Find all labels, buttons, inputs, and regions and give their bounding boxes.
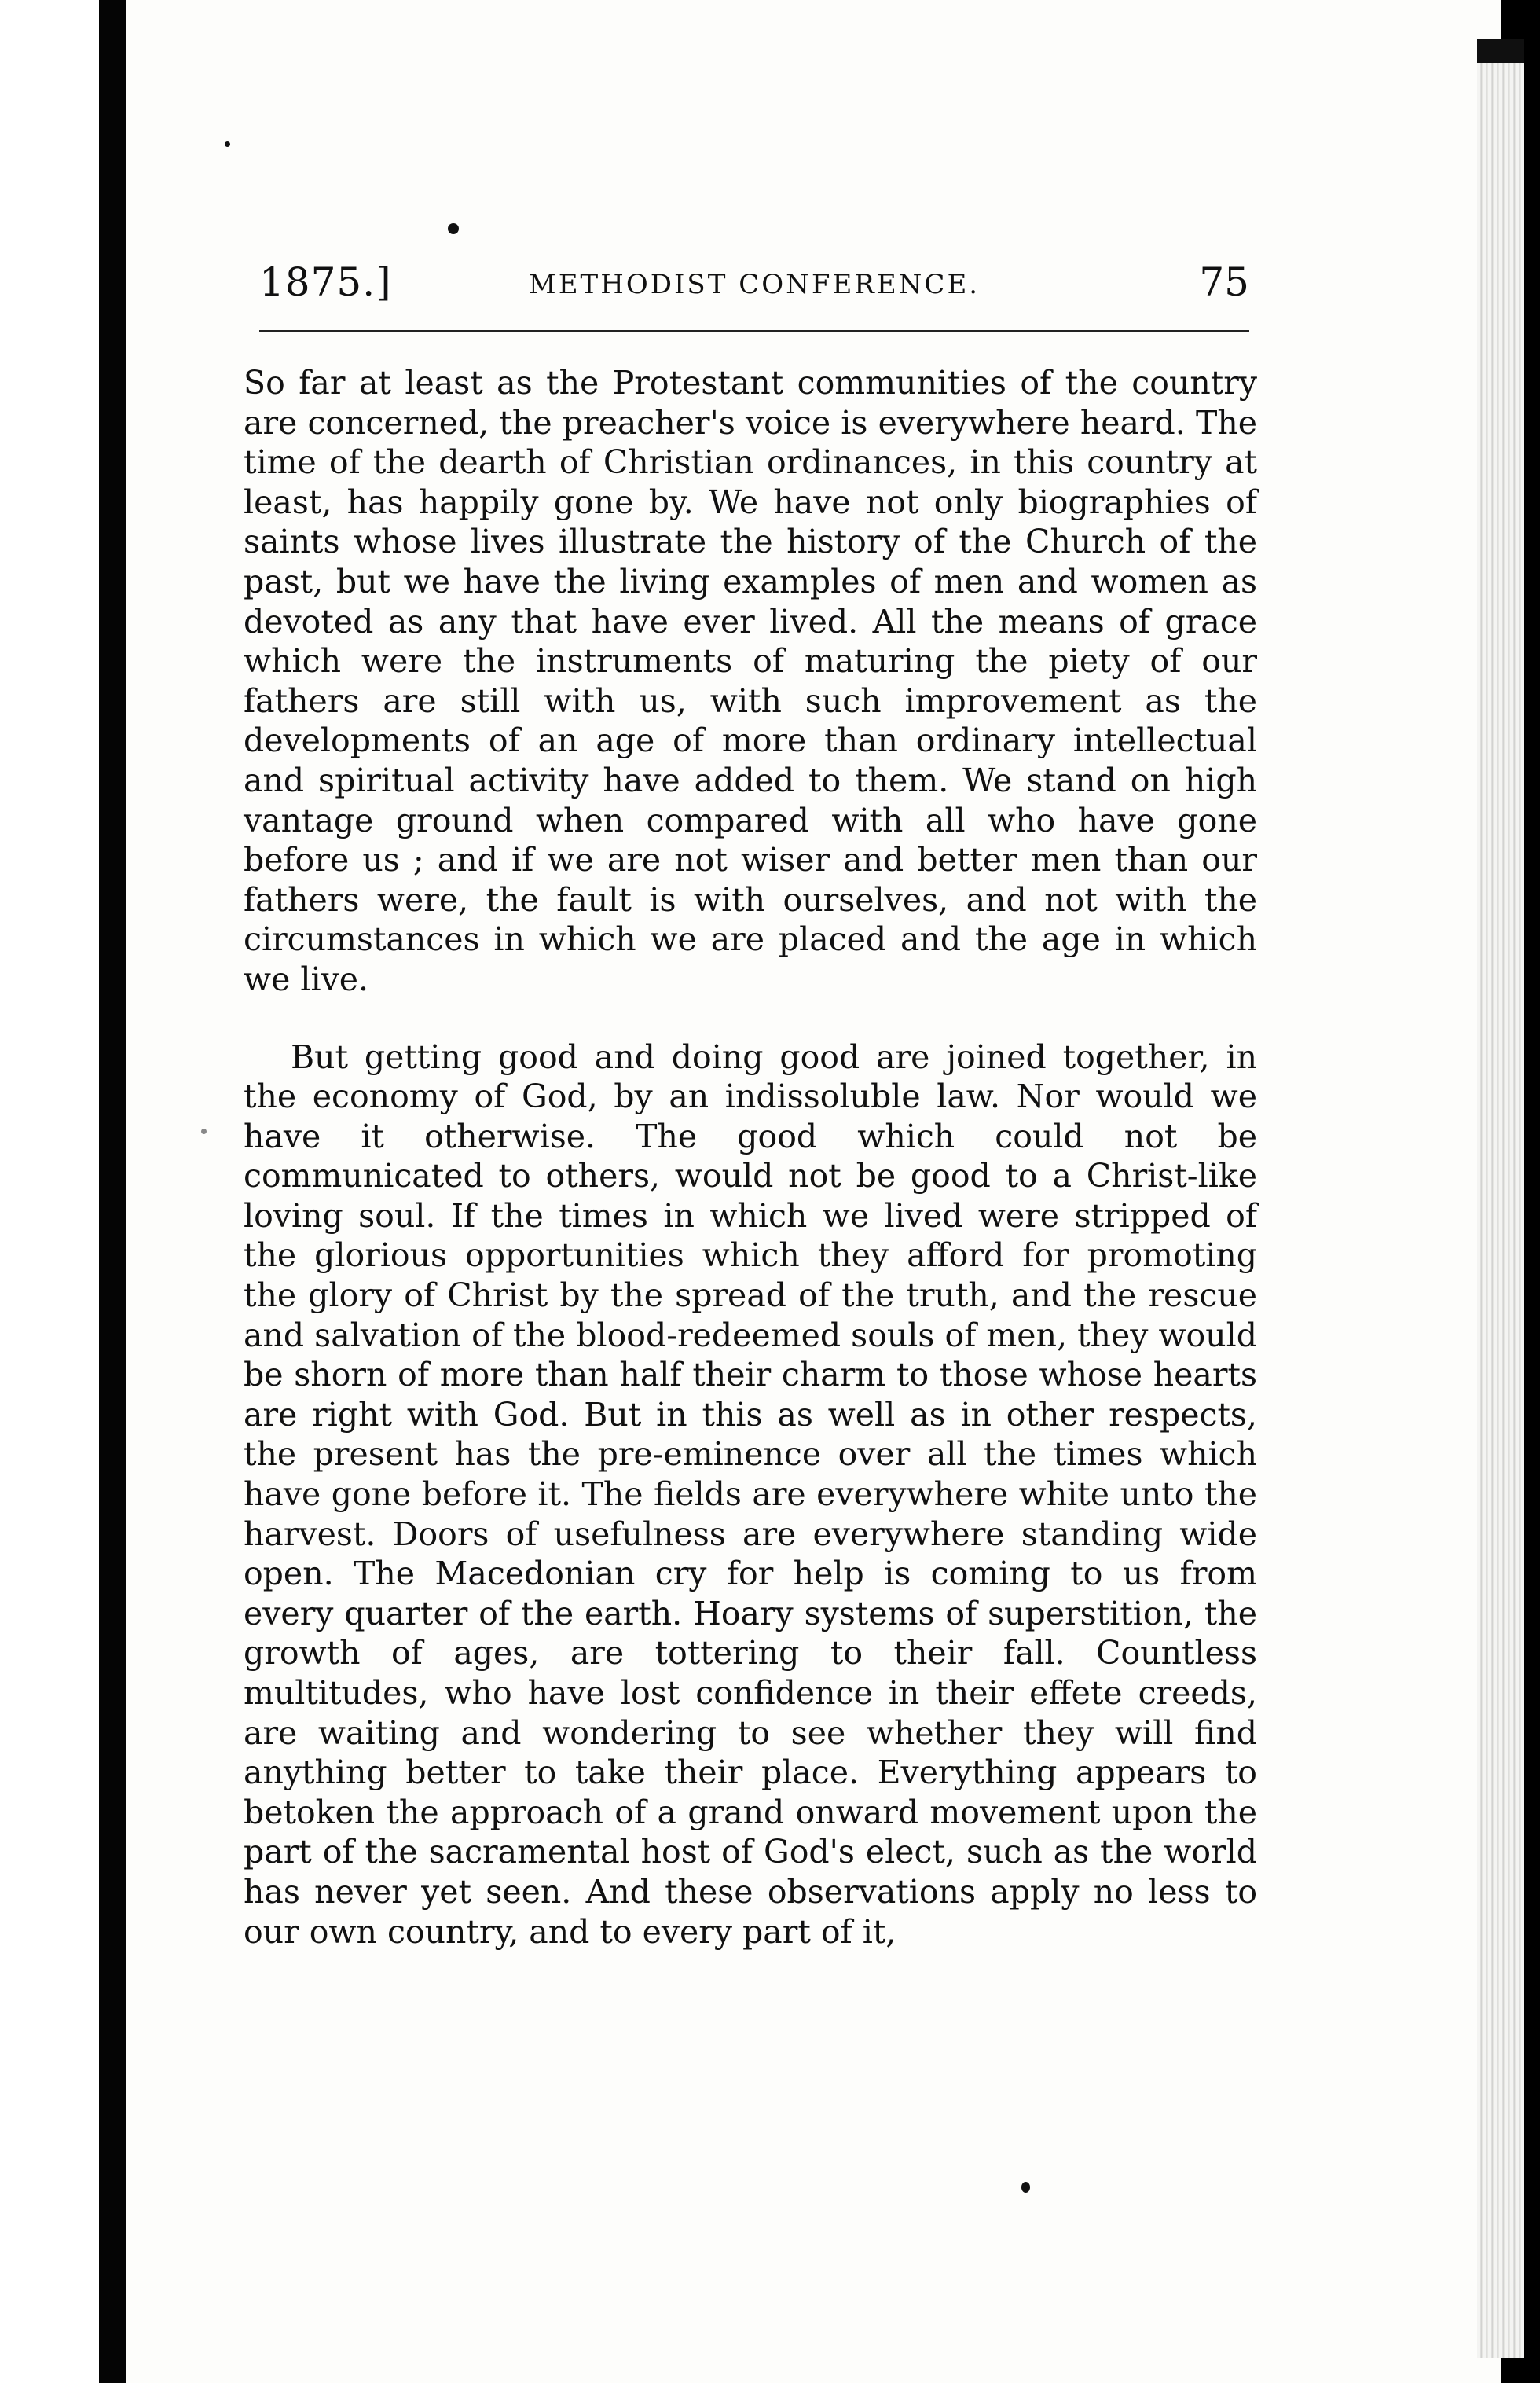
speck-mark	[225, 141, 230, 147]
paragraph: But getting good and doing good are joined together, in the economy of God, by an indissoluble law. Nor would we have it otherwise. The good which could not be communicated to others, would not be good to a Christ-like loving soul. If the times in which we lived were stripped of the glorious opportunities which they afford for promoting the glory of Christ by the spread of the truth, and the rescue and salvation of the blood-redeemed souls of men, they would be shorn of more than half their charm to those whose hearts are right with God. But in this as well as in other respects, the present has the pre-eminence over all the times which have gone before it. The fields are everywhere white unto the harvest. Doors of usefulness are everywhere standing wide open. The Macedonian cry for help is coming to us from every quarter of the earth. Hoary systems of superstition, the growth of ages, are tottering to their fall. Countless multitudes, who have lost confidence in their effete creeds, are waiting and wondering to see whether they will find anything better to take their place. Everything appears to betoken the approach of a grand onward movement upon the part of the sacramental host of God's elect, such as the world has never yet seen. And these observations apply no less to our own country, and to every part of it,	[244, 1037, 1257, 1951]
page-number: 75	[1199, 259, 1249, 305]
book-spine-shadow	[99, 0, 126, 2383]
header-year: 1875.]	[259, 259, 392, 305]
scan-left-margin	[0, 0, 99, 2383]
page-top-corner	[1477, 39, 1524, 63]
page-stack-edges	[1477, 63, 1524, 2358]
scan-right-border	[1524, 0, 1540, 2383]
header-rule	[259, 330, 1249, 332]
header-title: METHODIST CONFERENCE.	[528, 269, 981, 300]
speck-mark	[201, 1129, 207, 1134]
body-text	[244, 363, 1257, 1952]
running-header	[259, 259, 1249, 314]
paragraph: So far at least as the Protestant communities of the country are concerned, the preacher's voice is everywhere heard. The time of the dearth of Christian ordinances, in this country at least, has happily gone by. We have not only biographies of saints whose lives illustrate the history of the Church of the past, but we have the living examples of men and women as devoted as any that have ever lived. All the means of grace which were the instruments of maturing the piety of our fathers are still with us, with such improvement as the developments of an age of more than ordinary intellectual and spiritual activity have added to them. We stand on high vantage ground when compared with all who have gone before us ; and if we are not wiser and better men than our fathers were, the fault is with ourselves, and not with the circumstances in which we are placed and the age in which we live.	[244, 364, 1257, 998]
speck-mark	[1021, 2182, 1030, 2193]
speck-mark	[448, 223, 459, 234]
